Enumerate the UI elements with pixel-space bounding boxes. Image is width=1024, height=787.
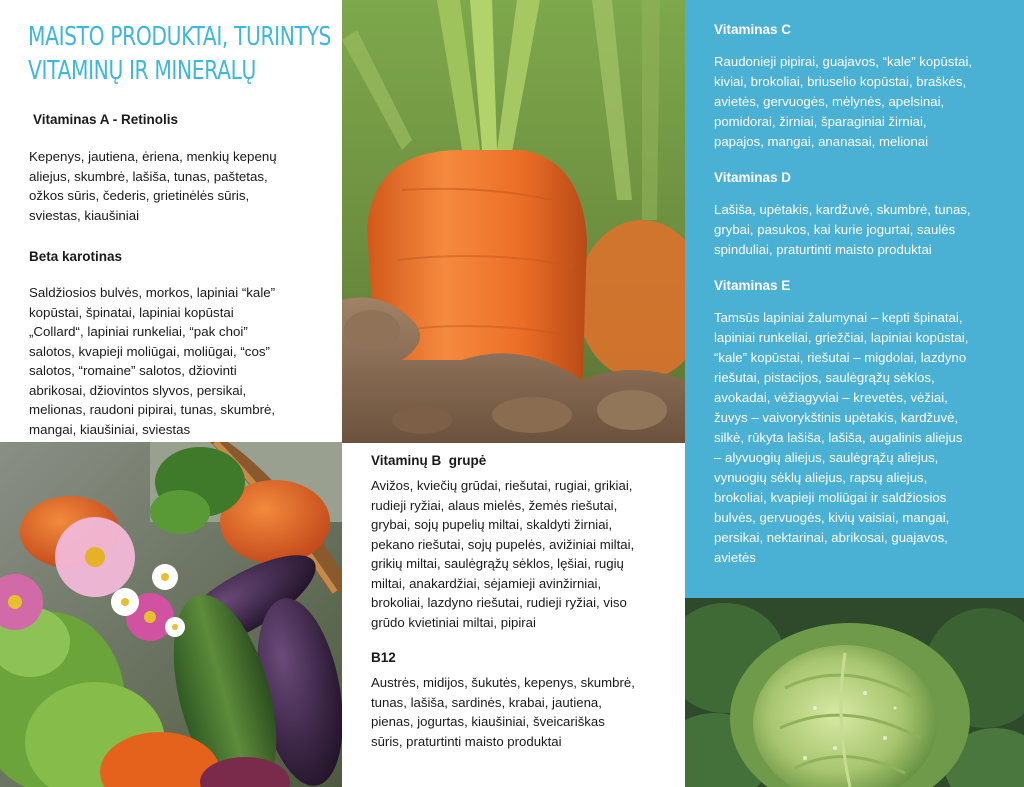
- text-line: abrikosai, džiovintos slyvos, persikai,: [29, 382, 247, 398]
- b12-text: [371, 673, 671, 751]
- text-line: lapiniai runkeliai, griežčiai, lapiniai kopūstai,: [714, 330, 969, 345]
- text-line: Kepenys, jautiena, ėriena, menkių kepenų: [29, 149, 277, 164]
- middle-text-block: [371, 453, 671, 751]
- text-line: Lašiša, upėtakis, kardžuvė, skumbrė, tunas,: [714, 202, 971, 217]
- right-text-block: [714, 22, 1004, 568]
- text-line: avietės, gervuogės, mėlynės, apelsinai,: [714, 94, 945, 109]
- vitamin-e-text: [714, 308, 1004, 568]
- text-line: melionas, raudoni pipirai, tunas, skumbrė,: [29, 402, 276, 417]
- left-text-block: [29, 112, 319, 439]
- left-column: [0, 0, 342, 787]
- vitamin-d-heading: Vitaminas D: [714, 170, 792, 185]
- vitamin-b-heading: Vitaminų B grupė: [371, 453, 487, 468]
- vitamin-e-heading: Vitaminas E: [714, 278, 791, 293]
- text-line: – alyvuogių aliejus, saulėgrąžų aliejus,: [714, 450, 939, 465]
- text-line: avietės: [714, 550, 756, 565]
- text-line: brokoliai, lazdyno riešutai, rudieji ryžiai, viso: [371, 595, 627, 610]
- text-line: pienas, jogurtas, kiaušiniai, šveicariškas: [371, 714, 605, 729]
- text-line: persikai, nektarinai, abrikosai, guajavos,: [714, 530, 948, 545]
- text-line: grikių miltai, saulėgrąžų sėklos, lęšiai, rugių: [371, 556, 624, 571]
- text-line: Tamsūs lapiniai žalumynai – kepti špinatai,: [714, 310, 963, 325]
- b12-heading: B12: [371, 650, 396, 665]
- text-line: ožkos sūris, čederis, grietinėlės sūris,: [29, 188, 250, 203]
- text-line: grūdo kvietiniai miltai, pipirai: [371, 614, 536, 630]
- text-line: brokoliai, kvapieji moliūgai ir saldžiosios: [714, 490, 947, 505]
- text-line: miltai, anakardžiai, sėjamieji avinžirniai,: [371, 575, 602, 591]
- text-line: Raudonieji pipirai, guajavos, “kale” kopūstai,: [714, 54, 973, 69]
- text-line: rudieji ryžiai, alaus mielės, žemės riešutai,: [371, 497, 618, 513]
- text-line: sūris, praturtinti maisto produktai: [371, 733, 562, 749]
- text-line: kopūstai, špinatai, lapiniai kopūstai: [29, 304, 234, 320]
- text-line: sviestas, kiaušiniai: [29, 207, 140, 223]
- vitamin-c-text: [714, 52, 1004, 152]
- title-line-1: MAISTO PRODUKTAI, TURINTYS: [28, 22, 332, 52]
- text-line: „Collard“, lapiniai runkeliai, “pak choi”: [29, 324, 248, 339]
- text-line: aliejus, skumbrė, lašiša, tunas, paštetas,: [29, 168, 268, 184]
- text-line: Saldžiosios bulvės, morkos, lapiniai “kale”: [29, 285, 276, 300]
- text-line: Avižos, kviečių grūdai, riešutai, rugiai, grikiai,: [371, 478, 633, 493]
- text-line: grybai, sojų pupelių miltai, skaldyti žirniai,: [371, 517, 613, 532]
- page-title: [28, 20, 332, 88]
- text-line: “kale” kopūstai, riešutai – migdolai, lazdyno: [714, 350, 967, 365]
- vitamin-c-heading: Vitaminas C: [714, 22, 792, 37]
- text-line: mangai, kiaušiniai, sviestas: [29, 421, 191, 437]
- text-line: Austrės, midijos, šukutės, kepenys, skumbrė,: [371, 675, 635, 690]
- carrot-photo: [342, 0, 685, 443]
- text-line: salotos, “romaine” salotos, džiovinti: [29, 363, 237, 378]
- right-column: [685, 0, 1024, 787]
- beta-carotene-text: [29, 283, 319, 439]
- text-line: salotos, kvapieji moliūgai, moliūgai, “cos”: [29, 343, 270, 359]
- text-line: pekano riešutai, sojų pupelės, avižiniai miltai,: [371, 536, 635, 552]
- text-line: spinduliai, praturtinti maisto produktai: [714, 242, 932, 257]
- vitamin-a-text: [29, 147, 319, 225]
- middle-column: [342, 0, 685, 787]
- vitamin-b-text: [371, 476, 671, 632]
- text-line: papajos, mangai, ananasai, melionai: [714, 134, 929, 149]
- title-line-2: VITAMINŲ IR MINERALŲ: [28, 56, 256, 86]
- vitamin-a-heading: Vitaminas A - Retinolis: [33, 112, 179, 127]
- text-line: grybai, pasukos, kai kurie jogurtai, saulės: [714, 222, 956, 237]
- text-line: kiviai, brokoliai, briuselio kopūstai, braškės,: [714, 74, 967, 89]
- text-line: tunas, lašiša, sardinės, krabai, jautiena,: [371, 694, 602, 710]
- text-line: žuvys – vaivorykštinis upėtakis, kardžuvė,: [714, 410, 959, 425]
- text-line: bulvės, gervuogės, kivių vaisiai, mangai,: [714, 510, 950, 525]
- text-line: avokadai, vėžiagyviai – krevetės, vėžiai,: [714, 390, 948, 405]
- beta-carotene-heading: Beta karotinas: [29, 249, 123, 264]
- text-line: pomidorai, žirniai, šparaginiai žirniai,: [714, 114, 927, 129]
- cabbage-photo: [685, 598, 1024, 787]
- text-line: silkė, rūkyta lašiša, lašiša, augalinis aliejus: [714, 430, 963, 445]
- text-line: vynuogių sėklų aliejus, rapsų aliejus,: [714, 470, 928, 485]
- vitamin-d-text: [714, 200, 1004, 260]
- vegetable-basket-photo: [0, 442, 342, 787]
- text-line: riešutai, pistacijos, saulėgrąžų sėklos,: [714, 370, 935, 385]
